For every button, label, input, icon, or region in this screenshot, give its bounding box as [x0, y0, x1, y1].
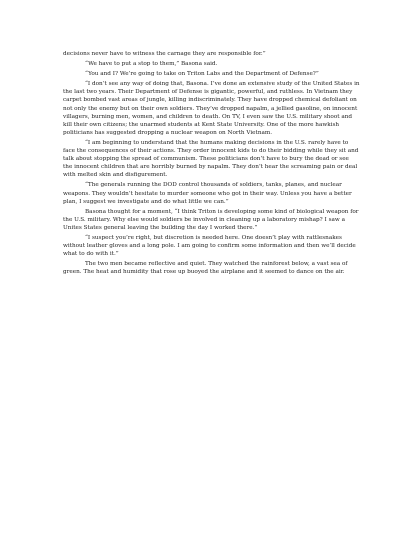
paragraph-4: “I don’t see any way of doing that, Basona. I’ve done an extensive study of the United States in the last two years. Their Department of Defense is gigantic, powerful, and ruthless. In Vietnam they carpet bombed vast areas of jungle, killing indiscriminately. They have dropped chemical defoliant on not only the enemy but on their own soldiers. They’ve dropped napalm, a jellied gasoline, on innocent villagers, burning men, women, and children to death. On TV, I even saw the U.S. military shoot and kill their own citizens; the unarmed students at Kent State University. One of the more hawkish politicians has suggested dropping a nuclear weapon on North Vietnam.: [63, 81, 360, 136]
paragraph-2: “We have to put a stop to them,” Basona said.: [85, 61, 218, 68]
paragraph-7: Basona thought for a moment, “I think Triton is developing some kind of biological weapon for the U.S. military. Why else would soldiers be involved in cleaning up a laboratory mishap? I saw a Unites States general leaving the building the day I worked there.”: [63, 208, 359, 231]
body-text: [63, 50, 360, 278]
paragraph-1: decisions never have to witness the carnage they are responsible for.”: [63, 51, 266, 57]
paragraph-3: “You and I? We’re going to take on Triton Labs and the Department of Defense?”: [85, 71, 319, 78]
paragraph-5: “I am beginning to understand that the humans making decisions in the U.S. rarely have to face the consequences of their actions. They order innocent kids to do their bidding while they sit and talk about stopping the spread of communism. These politicians don’t have to bury the dead or see the innocent children that are horribly burned by napalm. They don’t hear the screaming pain or deal with melted skin and disfigurement.: [63, 139, 359, 179]
paragraph-8: “I suspect you’re right, but discretion is needed here. One doesn’t play with rattlesnakes without leather gloves and a long pole. I am going to confirm some information and then we’ll decide what to do with it.”: [63, 234, 356, 258]
paragraph-9: The two men became reflective and quiet. They watched the rainforest below, a vast sea of green. The heat and humidity that rose up buoyed the airplane and it seemed to dance on the air.: [63, 261, 348, 276]
paragraph-6: “The generals running the DOD control thousands of soldiers, tanks, planes, and nuclear weapons. They wouldn’t hesitate to murder someone who got in their way. Unless you have a better plan, I suggest we investigate and do what little we can.”: [63, 182, 352, 205]
